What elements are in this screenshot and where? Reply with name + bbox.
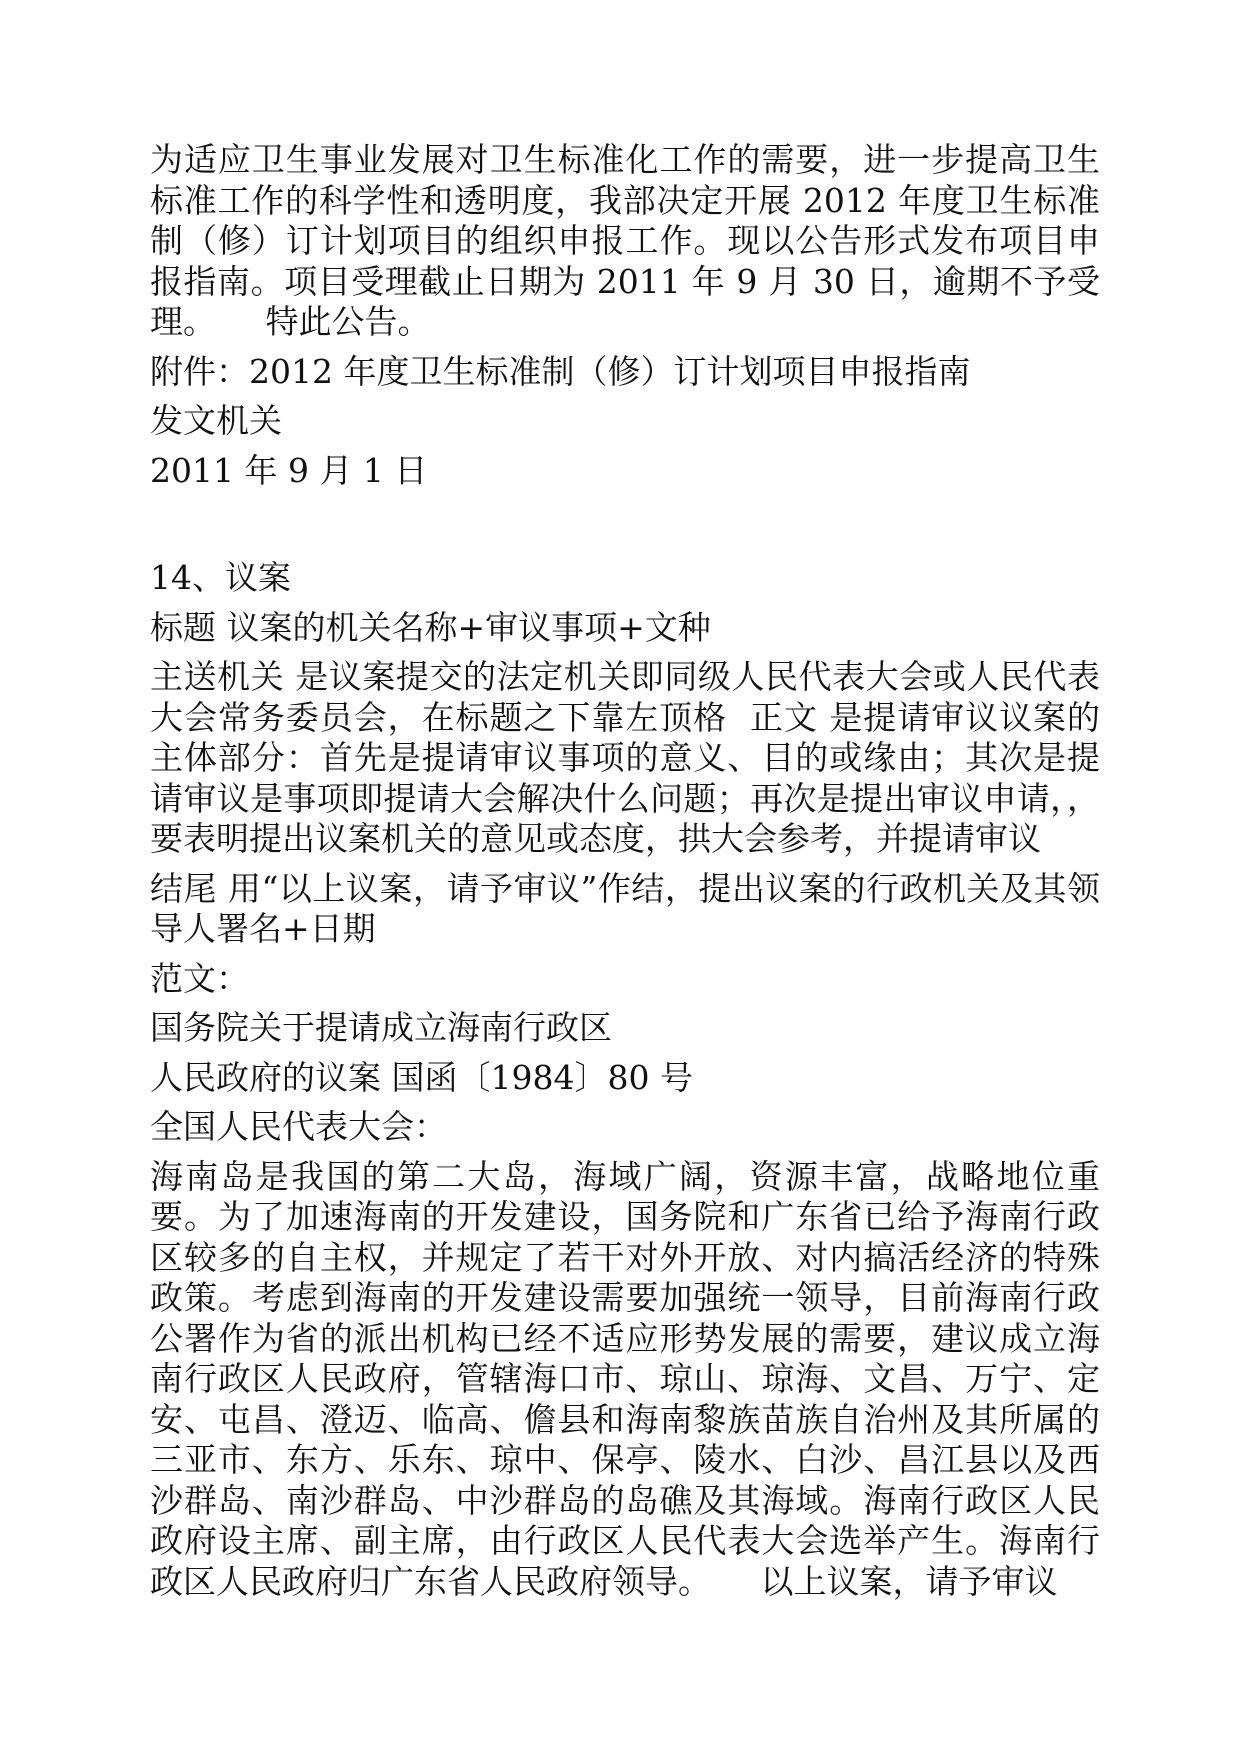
notice-body-paragraph: 为适应卫生事业发展对卫生标准化工作的需要，进一步提高卫生标准工作的科学性和透明度，我部决定开展 2012 年度卫生标准制（修）订计划项目的组织申报工作。现以公告形式发布项目申报指南。项目受理截止日期为 2011 年 9 月 30 日，逾期不予受理。 特此公告。 xyxy=(150,140,1100,341)
recipient-body-rule-paragraph: 主送机关 是议案提交的法定机关即同级人民代表大会或人民代表大会常务委员会，在标题之下靠左顶格 正文 是提请审议议案的主体部分：首先是提请审议事项的意义、目的或缘由；其次是提请审议是事项即提请大会解决什么问题；再次是提出审议申请，，要表明提出议案机关的意见或态度，拱大会参考，并提请审议 xyxy=(150,657,1100,858)
section-heading: 14、议案 xyxy=(150,558,291,597)
sample-recipient: 全国人民代表大会： xyxy=(150,1107,447,1146)
sample-title-line-2: 人民政府的议案 国函〔1984〕80 号 xyxy=(150,1057,693,1097)
date-line: 2011 年 9 月 1 日 xyxy=(150,450,428,490)
sample-title-line-1: 国务院关于提请成立海南行政区 xyxy=(150,1008,612,1047)
sample-label: 范文： xyxy=(150,958,249,998)
ending-rule-paragraph: 结尾 用“以上议案，请予审议”作结，提出议案的行政机关及其领导人署名+日期 xyxy=(150,868,1100,948)
section-spacer xyxy=(150,500,1100,558)
attachment-line: 附件：2012 年度卫生标准制（修）订计划项目申报指南 xyxy=(150,351,971,391)
title-rule-paragraph: 标题 议案的机关名称+审议事项+文种 xyxy=(150,607,711,647)
document-page xyxy=(150,140,1100,1611)
sample-body-paragraph: 海南岛是我国的第二大岛，海域广阔，资源丰富，战略地位重要。为了加速海南的开发建设，国务院和广东省已给予海南行政区较多的自主权，并规定了若干对外开放、对内搞活经济的特殊政策。考虑到海南的开发建设需要加强统一领导，目前海南行政公署作为省的派出机构已经不适应形势发展的需要，建议成立海南行政区人民政府，管辖海口市、琼山、琼海、文昌、万宁、定安、屯昌、澄迈、临高、儋县和海南黎族苗族自治州及其所属的三亚市、东方、乐东、琼中、保亭、陵水、白沙、昌江县以及西沙群岛、南沙群岛、中沙群岛的岛礁及其海域。海南行政区人民政府设主席、副主席，由行政区人民代表大会选举产生。海南行政区人民政府归广东省人民政府领导。 以上议案，请予审议 xyxy=(150,1156,1100,1601)
issuer-line: 发文机关 xyxy=(150,401,282,440)
